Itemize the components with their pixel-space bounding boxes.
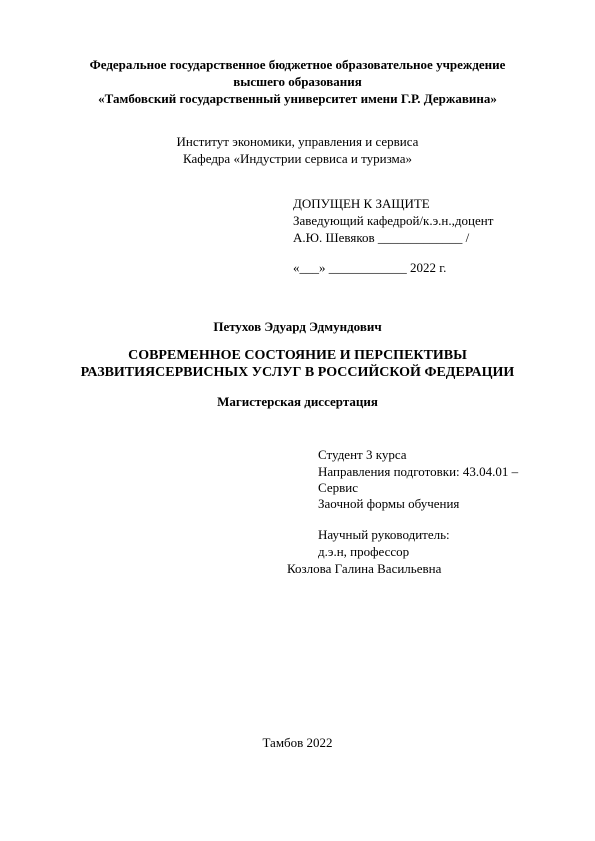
approval-title: ДОПУЩЕН К ЗАЩИТЕ	[293, 196, 430, 211]
supervisor-name: Козлова Галина Васильевна	[287, 561, 442, 576]
approval-position: Заведующий кафедрой/к.э.н.,доцент	[293, 213, 494, 228]
department-name: Кафедра «Индустрии сервиса и туризма»	[183, 151, 412, 166]
student-direction-line-2: Сервис	[318, 480, 358, 495]
thesis-type: Магистерская диссертация	[217, 394, 378, 409]
supervisor-degree: д.э.н, профессор	[318, 544, 410, 559]
student-course: Студент 3 курса	[318, 447, 407, 462]
thesis-title-line-2: РАЗВИТИЯСЕРВИСНЫХ УСЛУГ В РОССИЙСКОЙ ФЕДЕРАЦИИ	[80, 365, 515, 380]
footer-city-year: Тамбов 2022	[262, 735, 333, 750]
supervisor-label: Научный руководитель:	[318, 527, 450, 542]
student-study-form: Заочной формы обучения	[318, 496, 460, 511]
approval-date: «___» ____________ 2022 г.	[293, 260, 447, 275]
thesis-title-line-1: СОВРЕМЕННОЕ СОСТОЯНИЕ И ПЕРСПЕКТИВЫ	[128, 348, 467, 363]
header-organization-line: Федеральное государственное бюджетное образовательное учреждение	[89, 57, 506, 72]
institute-name: Институт экономики, управления и сервиса	[176, 134, 419, 149]
approval-name-signature: А.Ю. Шевяков _____________ /	[293, 230, 470, 245]
header-education-level: высшего образования	[233, 74, 362, 89]
student-direction-line-1: Направления подготовки: 43.04.01 –	[318, 464, 519, 479]
author-name: Петухов Эдуард Эдмундович	[213, 319, 382, 334]
header-university-name: «Тамбовский государственный университет имени Г.Р. Державина»	[98, 91, 497, 106]
